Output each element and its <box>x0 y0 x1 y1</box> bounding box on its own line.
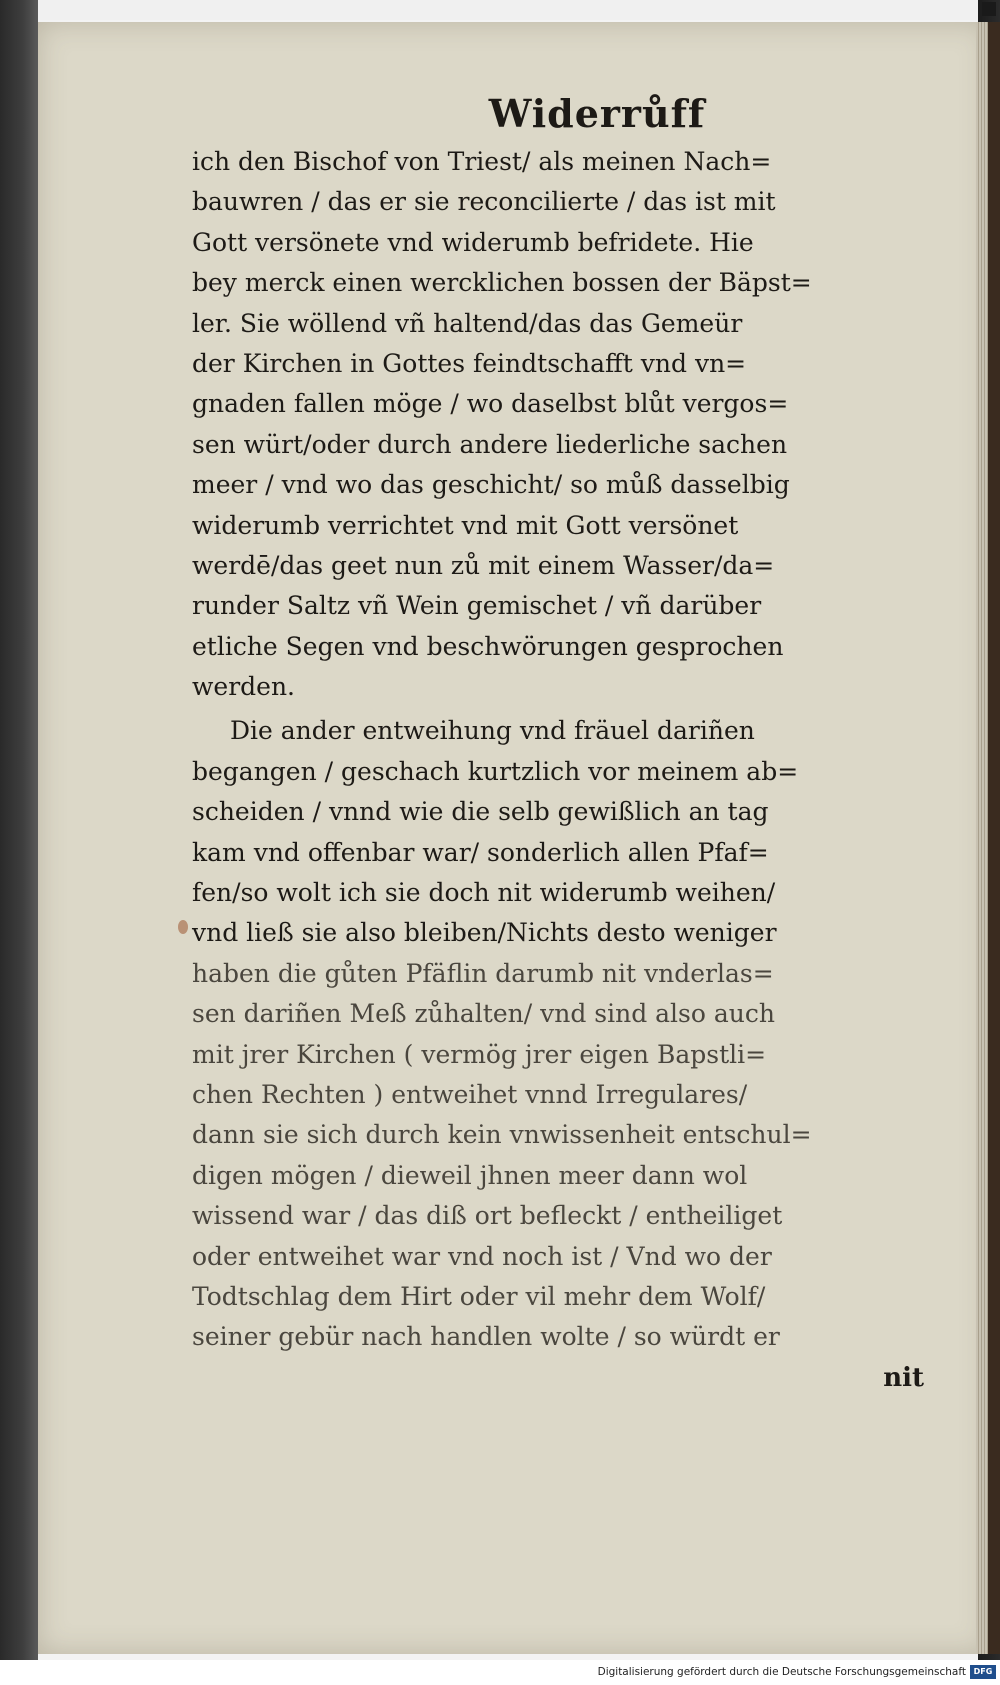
footer-bar <box>0 1660 1000 1685</box>
catchword: nit <box>883 1362 924 1393</box>
running-head: Widerrůff <box>488 91 706 136</box>
text-line: dann sie sich durch kein vnwissenheit entschul= <box>192 1120 812 1150</box>
text-line: Gott versönete vnd widerumb befridete. Hie <box>192 227 754 257</box>
text-line: vnd ließ sie also bleiben/Nichts desto weniger <box>192 918 777 948</box>
footer-credit: Digitalisierung gefördert durch die Deutsche Forschungsgemeinschaft <box>597 1666 966 1678</box>
text-line: bey merck einen wercklichen bossen der Bäpst= <box>192 268 812 298</box>
paragraph-1 <box>192 142 932 707</box>
book-cover-left-edge <box>0 0 38 1660</box>
text-line: widerumb verrichtet vnd mit Gott versönet <box>192 510 739 540</box>
text-line: chen Rechten ) entweihet vnnd Irregulares/ <box>192 1079 748 1109</box>
text-line: ler. Sie wöllend vñ haltend/das das Gemeür <box>192 308 743 338</box>
paper-stain <box>178 920 188 934</box>
dfg-logo: DFG <box>970 1665 996 1679</box>
book-board-right <box>988 22 1000 1654</box>
text-line: ich den Bischof von Triest/ als meinen Nach= <box>192 147 772 176</box>
text-line: sen dariñen Meß zůhalten/ vnd sind also auch <box>192 999 775 1029</box>
text-line: begangen / geschach kurtzlich vor meinem ab= <box>192 756 799 786</box>
text-line: runder Saltz vñ Wein gemischet / vñ darüber <box>192 591 762 621</box>
text-line: der Kirchen in Gottes feindtschafft vnd vn= <box>192 348 747 378</box>
text-line: oder entweihet war vnd noch ist / Vnd wo der <box>192 1241 772 1271</box>
scan-background-top <box>0 0 1000 20</box>
text-line: scheiden / vnnd wie die selb gewißlich an tag <box>192 797 769 827</box>
text-line: gnaden fallen möge / wo daselbst blůt vergos= <box>192 389 789 419</box>
text-line: meer / vnd wo das geschicht/ so můß dasselbig <box>192 470 790 500</box>
text-line: bauwren / das er sie reconcilierte / das ist mit <box>192 187 776 217</box>
text-line: haben die gůten Pfäflin darumb nit vnderlas= <box>192 958 774 988</box>
text-line: Die ander entweihung vnd fräuel dariñen <box>230 716 755 746</box>
text-line: werdē/das geet nun zů mit einem Wasser/da= <box>192 550 775 580</box>
page-text-block <box>192 88 932 1398</box>
text-line: wissend war / das diß ort befleckt / entheiliget <box>192 1201 783 1231</box>
paragraph-2 <box>192 711 932 1357</box>
page-leaf-stack <box>976 22 988 1654</box>
scan-corner-marker <box>982 2 996 16</box>
text-line: Todtschlag dem Hirt oder vil mehr dem Wolf/ <box>192 1281 766 1311</box>
text-line: fen/so wolt ich sie doch nit widerumb weihen/ <box>192 878 776 908</box>
text-line: seiner gebür nach handlen wolte / so würdt er <box>192 1322 780 1352</box>
text-line: mit jrer Kirchen ( vermög jrer eigen Bapstli= <box>192 1039 767 1069</box>
text-line: sen würt/oder durch andere liederliche sachen <box>192 429 788 459</box>
text-line: etliche Segen vnd beschwörungen gesprochen <box>192 631 784 661</box>
text-line: kam vnd offenbar war/ sonderlich allen Pfaf= <box>192 837 769 867</box>
text-line: werden. <box>192 672 295 702</box>
text-line: digen mögen / dieweil jhnen meer dann wol <box>192 1160 748 1190</box>
